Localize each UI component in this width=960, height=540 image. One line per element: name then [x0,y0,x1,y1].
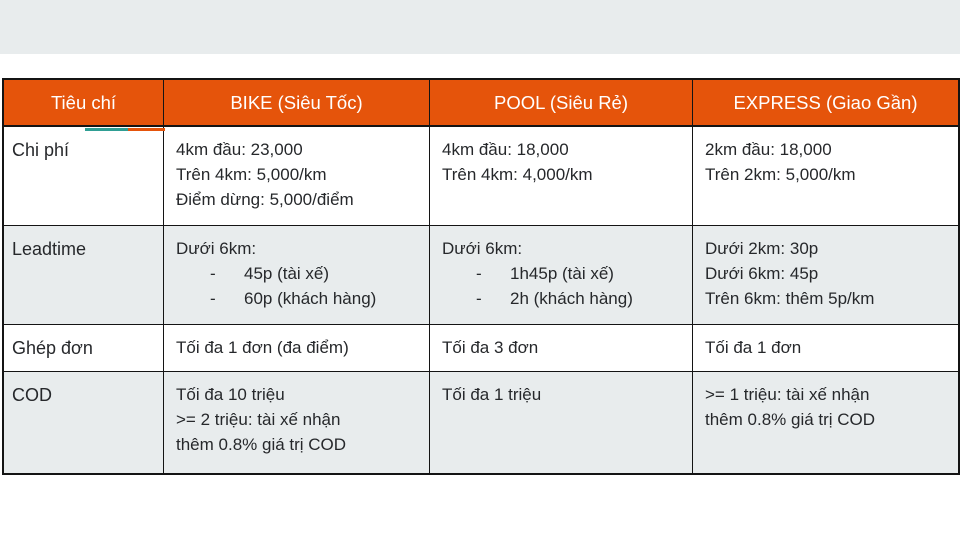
accent-underline-teal [85,128,128,131]
col-header-criteria: Tiêu chí [4,80,164,127]
cell-line: Tối đa 10 triệu [176,385,285,404]
cell-line: - 45p (tài xế) [210,264,330,283]
cell-cod-express [693,372,958,473]
cell-line: - 1h45p (tài xế) [476,264,614,283]
cell-line: thêm 0.8% giá trị COD [705,410,876,429]
cell-line: >= 2 triệu: tài xế nhận [176,410,341,429]
col-header-bike: BIKE (Siêu Tốc) [164,80,430,127]
cell-line: Dưới 6km: [442,239,523,258]
cell-line: Tối đa 1 đơn (đa điểm) [176,338,349,357]
cell-line: - 60p (khách hàng) [210,289,377,308]
cell-chi-phi-bike [164,127,430,226]
cell-line: Trên 2km: 5,000/km [705,165,856,184]
cell-line: >= 1 triệu: tài xế nhận [705,385,870,404]
cell-chi-phi-express [693,127,958,226]
cell-line: Trên 4km: 5,000/km [176,165,327,184]
cell-leadtime-bike [164,226,430,325]
cell-ghep-don-bike [164,325,430,372]
cell-line: Tối đa 3 đơn [442,338,539,357]
service-comparison-table [2,78,960,475]
cell-leadtime-express [693,226,958,325]
col-header-pool: POOL (Siêu Rẻ) [430,80,693,127]
cell-cod-bike [164,372,430,473]
top-gray-band [0,0,960,54]
cell-line: Dưới 6km: [176,239,257,258]
cell-line: Trên 6km: thêm 5p/km [705,289,875,308]
row-label-cod: COD [4,372,164,473]
cell-cod-pool [430,372,693,473]
cell-line: - 2h (khách hàng) [476,289,633,308]
cell-line: Trên 4km: 4,000/km [442,165,593,184]
cell-line: Tối đa 1 đơn [705,338,802,357]
col-header-express: EXPRESS (Giao Gần) [693,80,958,127]
cell-line: Điểm dừng: 5,000/điểm [176,190,354,209]
accent-underline-orange [128,128,165,131]
cell-leadtime-pool [430,226,693,325]
cell-ghep-don-express [693,325,958,372]
cell-line: Dưới 6km: 45p [705,264,819,283]
cell-line: Dưới 2km: 30p [705,239,819,258]
row-label-ghep-don: Ghép đơn [4,325,164,372]
cell-line: 4km đầu: 23,000 [176,140,303,159]
cell-line: thêm 0.8% giá trị COD [176,435,347,454]
row-label-chi-phi: Chi phí [4,127,164,226]
row-label-leadtime: Leadtime [4,226,164,325]
cell-line: 2km đầu: 18,000 [705,140,832,159]
cell-chi-phi-pool [430,127,693,226]
cell-line: Tối đa 1 triệu [442,385,542,404]
cell-ghep-don-pool [430,325,693,372]
cell-line: 4km đầu: 18,000 [442,140,569,159]
